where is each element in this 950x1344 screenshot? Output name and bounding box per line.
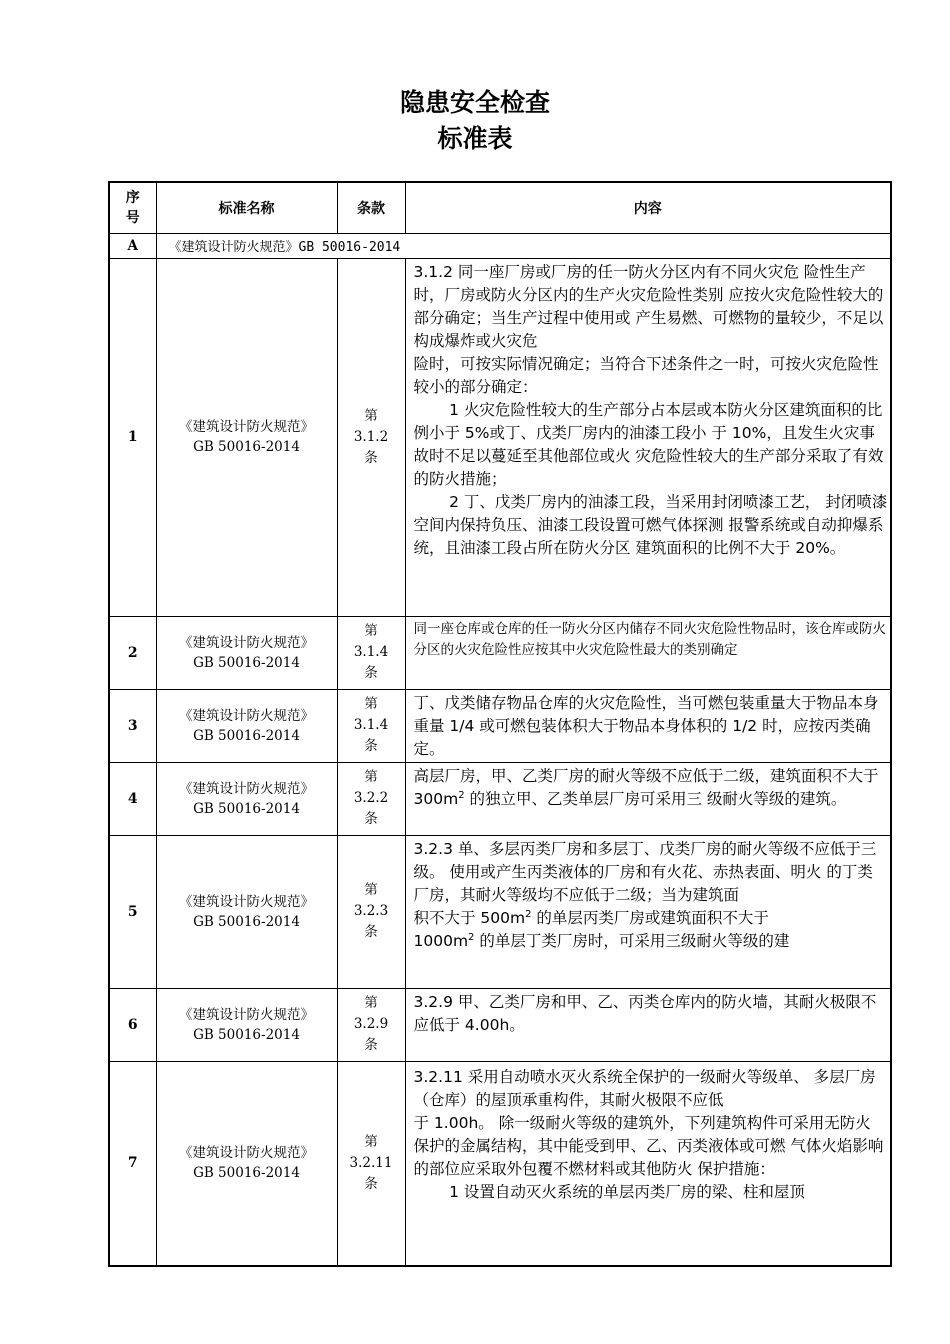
clause-number: 3.2.11 [349,1154,393,1171]
row-standard-name [156,689,337,762]
clause-number: 3.2.3 [353,903,389,919]
clause-suffix: 条 [364,449,378,466]
standard-title: 《建筑设计防火规范》 [179,893,314,910]
row-seq: 5 [109,835,156,988]
clause-number: 3.2.2 [353,790,389,806]
row-content [405,689,891,762]
header-name: 标准名称 [156,182,337,233]
table-row [109,1061,891,1266]
header-content: 内容 [405,182,891,233]
row-standard-name [156,835,337,988]
section-label: A [109,233,156,258]
row-content [405,258,891,616]
row-clause [337,988,405,1061]
clause-prefix: 第 [364,407,378,424]
row-content [405,835,891,988]
standards-table [108,181,892,1267]
clause-suffix: 条 [364,738,378,754]
table-row [109,835,891,988]
row-content [405,988,891,1061]
row-clause [337,689,405,762]
clause-suffix: 条 [364,1037,378,1053]
table-header-row [109,182,891,233]
row-seq: 1 [109,258,156,616]
table-row [109,762,891,835]
content-paragraph: 3.1.2 同一座厂房或厂房的任一防火分区内有不同火灾危 险性生产时，厂房或防火分区内的生产火灾危险性类别 应按火灾危险性较大的部分确定；当生产过程中使用或 产生易燃、可燃物的量较少，不足以构成爆炸或火灾危 [413,262,884,350]
content-paragraph: 1 火灾危险性较大的生产部分占本层或本防火分区建筑面积的比例小于 5%或丁、戊类厂房内的油漆工段小 于 10%，且发生火灾事故时不足以蔓延至其他部位或火 灾危险性较大的生产部分采取了有效的防火措施； [413,400,884,488]
standard-title: 《建筑设计防火规范》 [179,780,314,797]
content-paragraph: 1 设置自动灭火系统的单层丙类厂房的梁、柱和屋顶 [449,1182,805,1201]
clause-prefix: 第 [364,623,378,639]
header-clause: 条款 [337,182,405,233]
clause-prefix: 第 [364,696,378,712]
row-content [405,1061,891,1266]
clause-number: 3.1.4 [353,644,389,660]
table-row [109,988,891,1061]
row-clause [337,1061,405,1266]
row-seq: 7 [109,1061,156,1266]
clause-suffix: 条 [364,924,378,940]
standard-title: 《建筑设计防火规范》 [179,634,314,651]
standard-code: GB 50016-2014 [193,654,300,671]
standard-code: GB 50016-2014 [193,1026,300,1043]
clause-prefix: 第 [364,882,378,898]
section-row [109,233,891,258]
row-standard-name [156,762,337,835]
standard-code: GB 50016-2014 [193,727,300,744]
standard-title: 《建筑设计防火规范》 [179,1145,314,1162]
page-subtitle: 标准表 [437,124,513,153]
clause-number: 3.2.9 [353,1016,389,1032]
row-seq: 4 [109,762,156,835]
clause-prefix: 第 [364,995,378,1011]
table-row [109,689,891,762]
row-content [405,616,891,689]
content-paragraph: 于 1.00h。 除一级耐火等级的建筑外，下列建筑构件可采用无防火 保护的金属结构，其中能受到甲、乙、丙类液体或可燃 气体火焰影响的部位应采取外包覆不燃材料或其他防火 保护措施： [413,1113,884,1178]
table-row [109,258,891,616]
clause-suffix: 条 [364,665,378,681]
clause-number: 3.1.4 [353,717,389,733]
standard-code: GB 50016-2014 [193,800,300,817]
row-standard-name [156,988,337,1061]
page-title: 隐患安全检查 [399,88,550,117]
row-clause [337,762,405,835]
row-seq: 6 [109,988,156,1061]
content-paragraph: 2 丁、戊类厂房内的油漆工段，当采用封闭喷漆工艺， 封闭喷漆空间内保持负压、油漆工段设置可燃气体探测 报警系统或自动抑爆系统，且油漆工段占所在防火分区 建筑面积的比例不大于 20%。 [413,492,888,557]
content-paragraph: $1000m^2$ 的单层丁类厂房时，可采用三级耐火等级的建 [413,931,790,950]
content-paragraph: 3.2.9 甲、乙类厂房和甲、乙、丙类仓库内的防火墙，其耐火极限不应低于 4.00h。 [413,992,877,1034]
row-clause [337,835,405,988]
clause-suffix: 条 [364,1175,378,1192]
standard-code: GB 50016-2014 [193,913,300,930]
standard-code: GB 50016-2014 [193,439,300,455]
row-seq: 3 [109,689,156,762]
clause-prefix: 第 [364,769,378,785]
standard-title: 《建筑设计防火规范》 [179,419,314,435]
clause-number: 3.1.2 [353,428,389,445]
content-paragraph: 积不大于 $500m^2$ 的单层丙类厂房或建筑面积不大于 [413,908,769,927]
table-row [109,616,891,689]
content-paragraph: 3.2.11 采用自动喷水灭火系统全保护的一级耐火等级单、 多层厂房（仓库）的屋顶承重构件，其耐火极限不应低 [413,1067,876,1109]
content-paragraph: 丁、戊类储存物品仓库的火灾危险性，当可燃包装重量大于物品本身重量 1/4 或可燃包装体积大于物品本身体积的 1/2 时，应按丙类确定。 [413,693,879,758]
content-paragraph: 险时，可按实际情况确定；当符合下述条件之一时，可按火灾危险性较小的部分确定： [413,354,879,396]
section-title: 《建筑设计防火规范》GB 50016-2014 [156,233,891,258]
row-standard-name [156,1061,337,1266]
row-clause [337,258,405,616]
row-content [405,762,891,835]
content-paragraph: 同一座仓库或仓库的任一防火分区内储存不同火灾危险性物品时，该仓库或防火分区的火灾危险性应按其中火灾危险性最大的类别确定 [413,620,886,658]
row-seq: 2 [109,616,156,689]
content-paragraph: 3.2.3 单、多层丙类厂房和多层丁、戊类厂房的耐火等级不应低于三级。 使用或产生丙类液体的厂房和有火花、赤热表面、明火 的丁类厂房，其耐火等级均不应低于二级；当为建筑面 [413,839,877,904]
standard-title: 《建筑设计防火规范》 [179,707,314,724]
clause-prefix: 第 [364,1133,378,1150]
content-paragraph: 高层厂房，甲、乙类厂房的耐火等级不应低于二级，建筑面积不大于 $300m^2$ 的独立甲、乙类单层厂房可采用三 级耐火等级的建筑。 [413,766,879,808]
standard-title: 《建筑设计防火规范》 [179,1006,314,1023]
row-clause [337,616,405,689]
row-standard-name [156,258,337,616]
header-seq: 序号 [109,182,156,233]
standard-code: GB 50016-2014 [193,1165,300,1182]
clause-suffix: 条 [364,811,378,827]
row-standard-name [156,616,337,689]
